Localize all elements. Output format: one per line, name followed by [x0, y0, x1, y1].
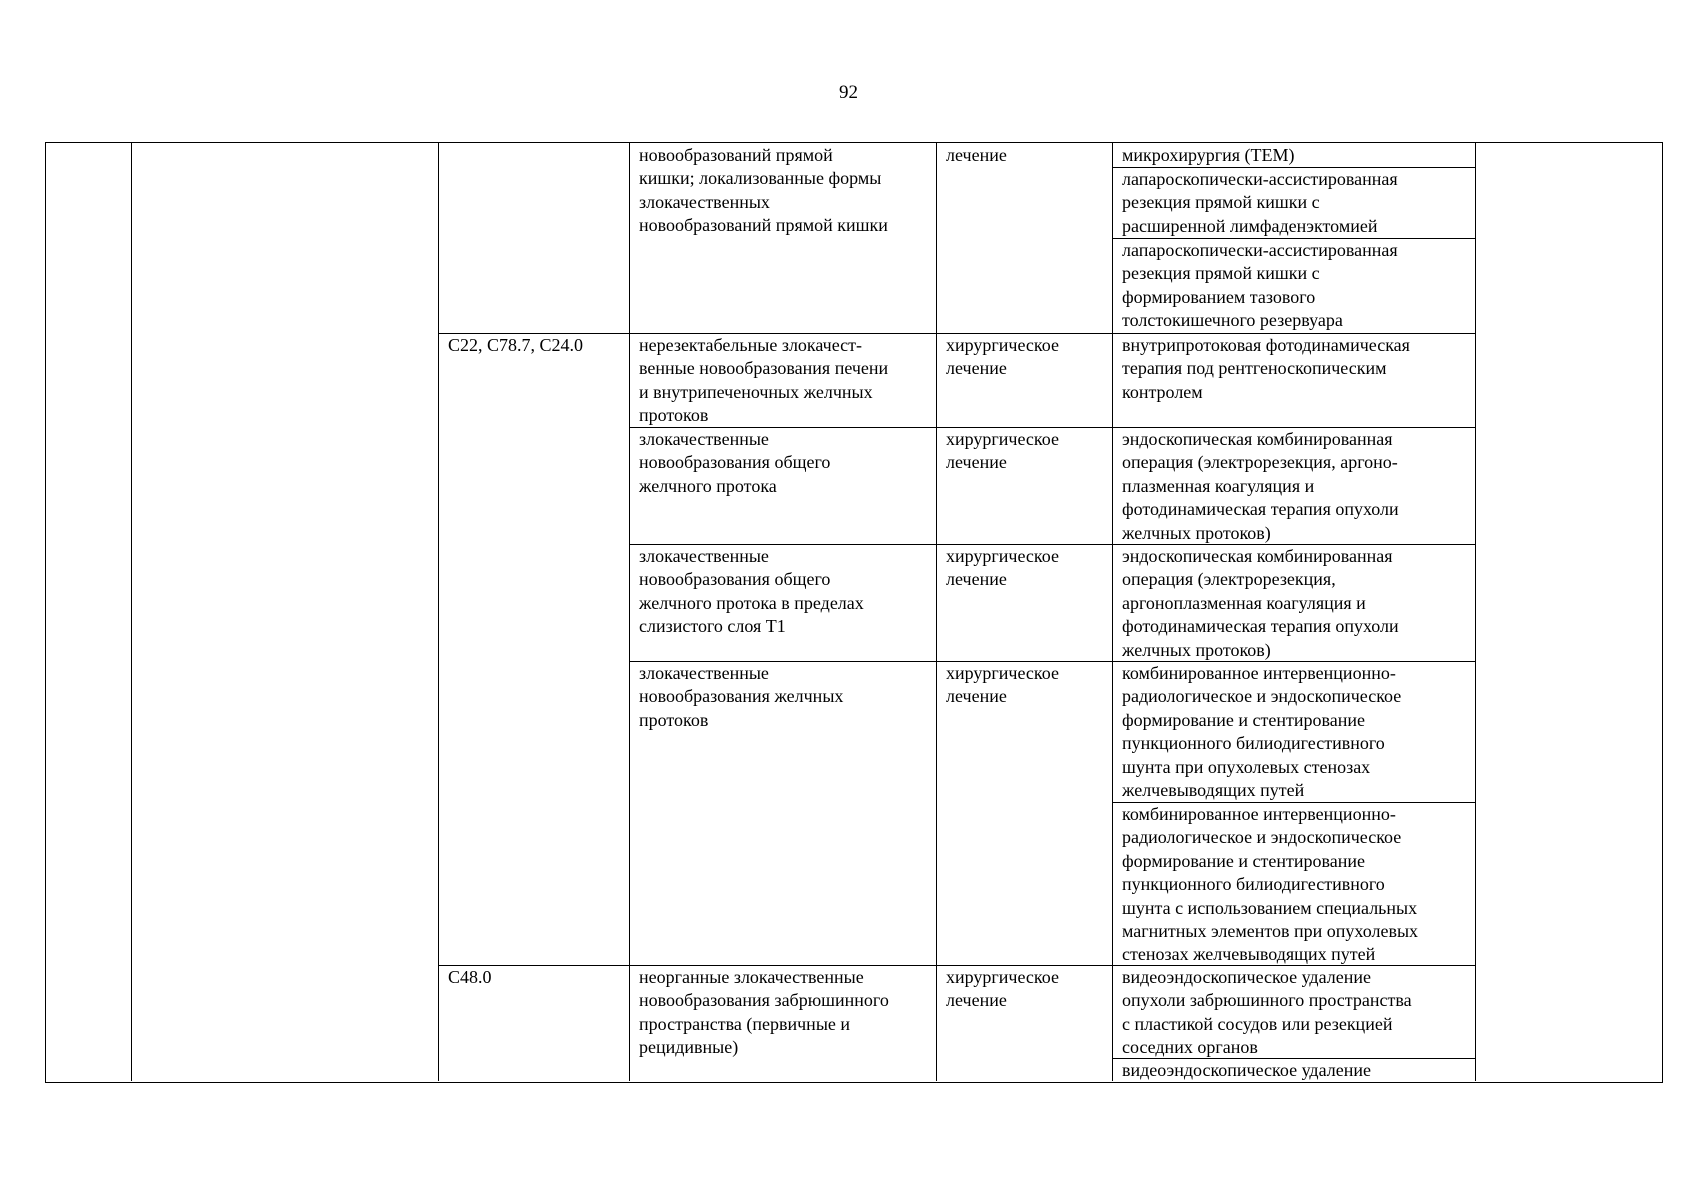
column-divider-4 — [936, 143, 937, 1081]
method-cell: комбинированное интервенционно- радиологическое и эндоскопическое формирование и стентирование пункционного билиодигестивного шунта с использованием специальных магнитных элементов при опухолевых стенозах желчевыводящих путей — [1122, 804, 1419, 965]
method-cell: лапароскопически-ассистированная резекция прямой кишки с формированием тазового толстокишечного резервуара — [1122, 240, 1398, 331]
method-cell: лапароскопически-ассистированная резекция прямой кишки с расширенной лимфаденэктомией — [1122, 169, 1398, 236]
diagnosis-cell: неорганные злокачественные новообразования забрюшинного пространства (первичные и рецидивные) — [639, 967, 889, 1058]
treatment-cell: хирургическое лечение — [946, 546, 1059, 590]
column-divider-2 — [438, 143, 439, 1081]
treatment-cell: хирургическое лечение — [946, 429, 1059, 473]
treatment-cell: лечение — [946, 145, 1007, 165]
method-cell: видеоэндоскопическое удаление опухоли забрюшинного пространства с пластикой сосудов или резекцией соседних органов — [1122, 967, 1412, 1058]
method-cell: эндоскопическая комбинированная операция (электрорезекция, аргоноплазменная коагуляция и фотодинамическая терапия опухоли желчных протоков) — [1122, 546, 1399, 660]
diagnosis-cell: злокачественные новообразования желчных протоков — [639, 663, 844, 730]
treatment-cell: хирургическое лечение — [946, 967, 1059, 1011]
column-divider-6 — [1475, 143, 1476, 1081]
table — [45, 142, 1663, 1083]
method-cell: микрохирургия (TEM) — [1122, 145, 1295, 165]
treatment-cell: хирургическое лечение — [946, 663, 1059, 707]
diagnosis-cell: нерезектабельные злокачест- венные новообразования печени и внутрипеченочных желчных протоков — [639, 335, 889, 426]
page-number: 92 — [839, 82, 858, 103]
method-cell: видеоэндоскопическое удаление — [1122, 1060, 1371, 1080]
icd-code-cell: C48.0 — [448, 967, 492, 987]
column-divider-3 — [629, 143, 630, 1081]
diagnosis-cell: злокачественные новообразования общего желчного протока — [639, 429, 831, 496]
diagnosis-cell: новообразований прямой кишки; локализованные формы злокачественных новообразований прямой кишки — [639, 145, 888, 236]
method-cell: эндоскопическая комбинированная операция (электрорезекция, аргоно- плазменная коагуляция и фотодинамическая терапия опухоли желчных протоков) — [1122, 429, 1399, 543]
method-cell: внутрипротоковая фотодинамическая терапия под рентгеноскопическим контролем — [1122, 335, 1410, 402]
column-divider-5 — [1112, 143, 1113, 1081]
diagnosis-cell: злокачественные новообразования общего желчного протока в пределах слизистого слоя T1 — [639, 546, 864, 637]
method-cell: комбинированное интервенционно- радиологическое и эндоскопическое формирование и стентирование пункционного билиодигестивного шунта при опухолевых стенозах желчевыводящих путей — [1122, 663, 1402, 801]
icd-code-cell: C22, C78.7, C24.0 — [448, 335, 584, 355]
column-divider-1 — [131, 143, 132, 1081]
treatment-cell: хирургическое лечение — [946, 335, 1059, 379]
